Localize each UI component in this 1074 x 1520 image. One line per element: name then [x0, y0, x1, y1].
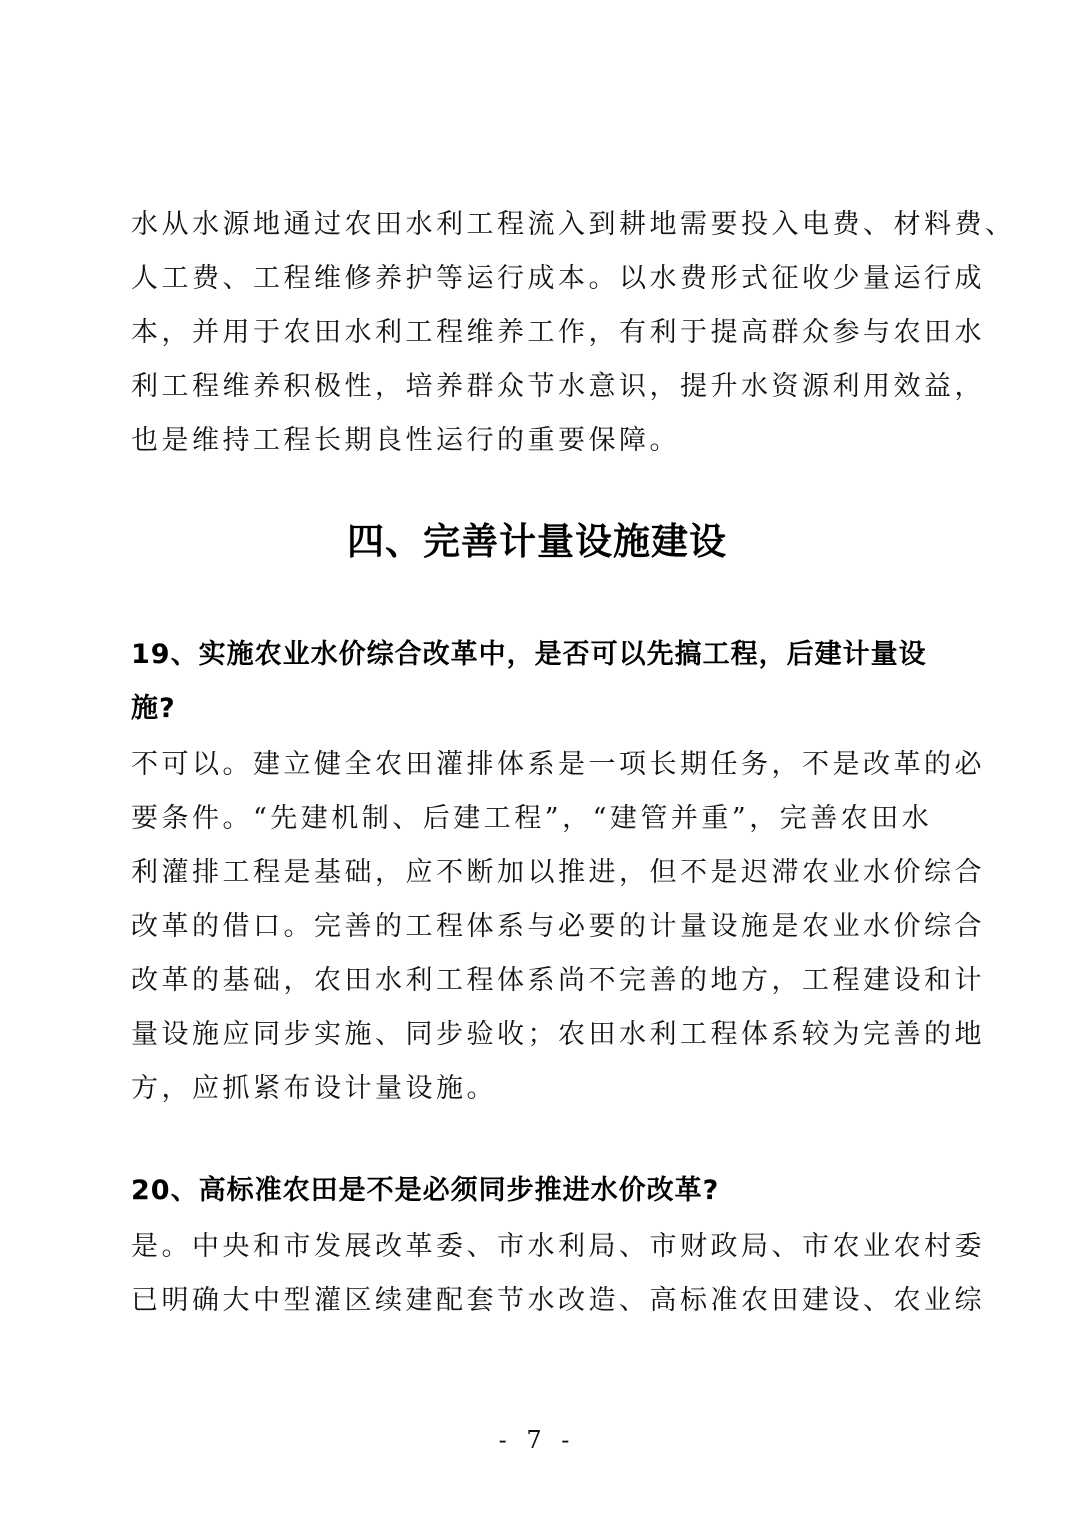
q19-answer-line-3: 利灌排工程是基础，应不断加以推进，但不是迟滞农业水价综合 — [131, 857, 985, 888]
q19-answer-line-1: 不可以。建立健全农田灌排体系是一项长期任务，不是改革的必 — [131, 749, 985, 780]
intro-line-3: 本，并用于农田水利工程维养工作，有利于提高群众参与农田水 — [131, 317, 985, 348]
page-number: - 7 - — [498, 1426, 576, 1454]
q19-answer-line-4: 改革的借口。完善的工程体系与必要的计量设施是农业水价综合 — [131, 911, 985, 942]
intro-line-1: 水从水源地通过农田水利工程流入到耕地需要投入电费、材料费、 — [131, 209, 1016, 240]
q19-answer-line-7: 方，应抓紧布设计量设施。 — [131, 1073, 497, 1104]
q20-answer-line-2: 已明确大中型灌区续建配套节水改造、高标准农田建设、农业综 — [131, 1285, 985, 1316]
q19-question-line-1: 19、实施农业水价综合改革中，是否可以先搞工程，后建计量设 — [131, 639, 927, 670]
q19-answer-line-5: 改革的基础，农田水利工程体系尚不完善的地方，工程建设和计 — [131, 965, 985, 996]
intro-line-5: 也是维持工程长期良性运行的重要保障。 — [131, 425, 680, 456]
q20-question-line-1: 20、高标准农田是不是必须同步推进水价改革? — [131, 1175, 720, 1206]
q19-answer-line-2: 要条件。“先建机制、后建工程”，“建管并重”，完善农田水 — [131, 803, 933, 834]
q19-question-line-2: 施? — [131, 693, 176, 724]
intro-line-2: 人工费、工程维修养护等运行成本。以水费形式征收少量运行成 — [131, 263, 985, 294]
section-heading: 四、完善计量设施建设 — [347, 519, 727, 563]
intro-line-4: 利工程维养积极性，培养群众节水意识，提升水资源利用效益， — [131, 371, 985, 402]
q20-answer-line-1: 是。中央和市发展改革委、市水利局、市财政局、市农业农村委 — [131, 1231, 985, 1262]
q19-answer-line-6: 量设施应同步实施、同步验收；农田水利工程体系较为完善的地 — [131, 1019, 985, 1050]
